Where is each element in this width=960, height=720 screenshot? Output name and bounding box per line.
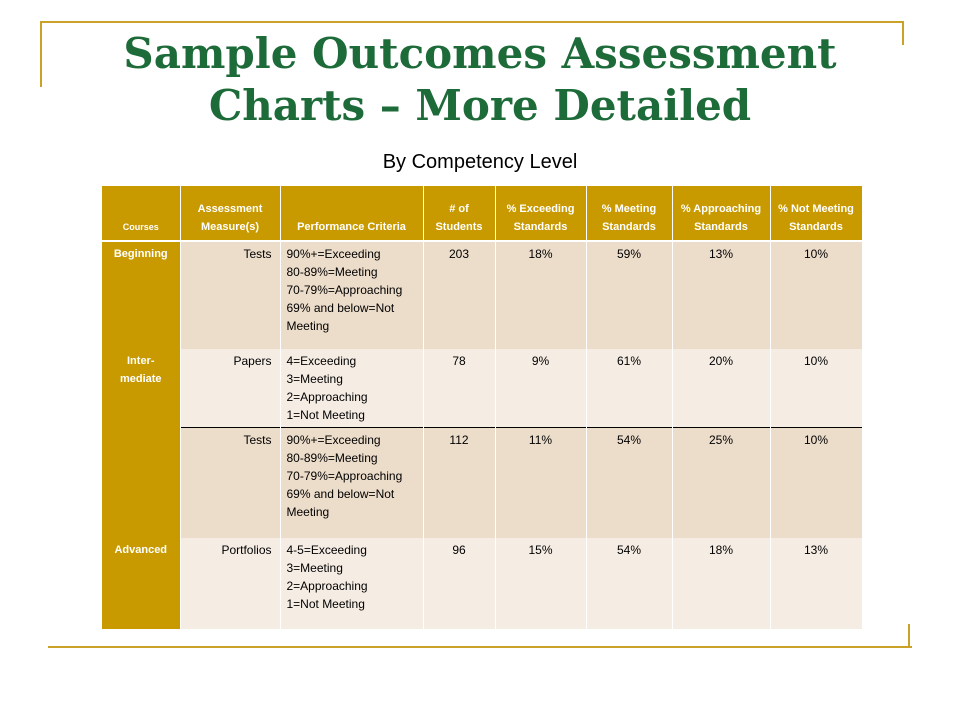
course-cell: Beginning bbox=[102, 241, 180, 349]
criteria-line: 69% and below=Not Meeting bbox=[286, 487, 395, 519]
students-cell: 96 bbox=[423, 538, 495, 629]
criteria-line: 3=Meeting bbox=[286, 560, 343, 575]
outcomes-table bbox=[102, 186, 863, 629]
criteria-line: 2=Approaching bbox=[286, 390, 368, 404]
students-cell: 203 bbox=[423, 241, 495, 349]
measure-cell: Tests bbox=[180, 428, 280, 538]
slide-title-line-1: Sample Outcomes Assessment bbox=[123, 29, 837, 78]
criteria-cell bbox=[280, 349, 423, 428]
criteria-line: 80-89%=Meeting bbox=[286, 265, 378, 279]
criteria-line: 4-5=Exceeding bbox=[286, 542, 367, 557]
criteria-line: 90%+=Exceeding bbox=[286, 247, 381, 261]
criteria-line: 70-79%=Approaching bbox=[286, 469, 403, 483]
header-meeting: % Meeting Standards bbox=[586, 186, 672, 241]
header-students: # of Students bbox=[423, 186, 495, 241]
meeting-cell: 61% bbox=[586, 349, 672, 428]
frame-line-bottom bbox=[48, 646, 912, 648]
frame-line-bottom-right bbox=[908, 624, 910, 648]
table-row bbox=[102, 428, 862, 538]
meeting-cell: 59% bbox=[586, 241, 672, 349]
measure-cell: Papers bbox=[180, 349, 280, 428]
approaching-cell: 25% bbox=[672, 428, 770, 538]
not-meeting-cell: 13% bbox=[770, 538, 862, 629]
not-meeting-cell: 10% bbox=[770, 241, 862, 349]
frame-line-right bbox=[902, 21, 904, 45]
criteria-line: 3=Meeting bbox=[286, 372, 343, 386]
criteria-line: 69% and below=Not Meeting bbox=[286, 301, 395, 333]
exceeding-cell: 11% bbox=[495, 428, 586, 538]
criteria-line: 80-89%=Meeting bbox=[286, 451, 378, 465]
table-row bbox=[102, 349, 862, 428]
exceeding-cell: 18% bbox=[495, 241, 586, 349]
not-meeting-cell: 10% bbox=[770, 428, 862, 538]
header-criteria: Performance Criteria bbox=[280, 186, 423, 241]
header-exceeding: % Exceeding Standards bbox=[495, 186, 586, 241]
course-label-line-1: Inter- bbox=[127, 355, 155, 367]
approaching-cell: 13% bbox=[672, 241, 770, 349]
course-label-line-2: mediate bbox=[119, 373, 162, 385]
measure-cell: Tests bbox=[180, 241, 280, 349]
table-row bbox=[102, 538, 862, 629]
exceeding-cell: 9% bbox=[495, 349, 586, 428]
table-row bbox=[102, 241, 862, 349]
criteria-line: 70-79%=Approaching bbox=[286, 283, 403, 297]
approaching-cell: 18% bbox=[672, 538, 770, 629]
criteria-line: 4=Exceeding bbox=[286, 354, 357, 368]
table-header-row bbox=[102, 186, 862, 241]
frame-line-top bbox=[40, 21, 904, 23]
frame-line-left bbox=[40, 21, 42, 87]
header-approaching: % Approaching Standards bbox=[672, 186, 770, 241]
criteria-cell bbox=[280, 538, 423, 629]
criteria-line: 1=Not Meeting bbox=[286, 596, 365, 611]
students-cell: 112 bbox=[423, 428, 495, 538]
slide-title bbox=[60, 28, 900, 132]
meeting-cell: 54% bbox=[586, 428, 672, 538]
meeting-cell: 54% bbox=[586, 538, 672, 629]
slide-subtitle: By Competency Level bbox=[382, 151, 578, 173]
measure-cell: Portfolios bbox=[180, 538, 280, 629]
students-cell: 78 bbox=[423, 349, 495, 428]
criteria-line: 2=Approaching bbox=[286, 578, 368, 593]
header-courses: Courses bbox=[102, 186, 180, 241]
criteria-cell bbox=[280, 241, 423, 349]
course-cell: Advanced bbox=[102, 538, 180, 629]
header-not-meeting: % Not Meeting Standards bbox=[770, 186, 862, 241]
not-meeting-cell: 10% bbox=[770, 349, 862, 428]
header-measure: Assessment Measure(s) bbox=[180, 186, 280, 241]
course-cell bbox=[102, 349, 180, 538]
slide-title-line-2: Charts – More Detailed bbox=[208, 81, 752, 130]
exceeding-cell: 15% bbox=[495, 538, 586, 629]
criteria-line: 1=Not Meeting bbox=[286, 408, 365, 422]
approaching-cell: 20% bbox=[672, 349, 770, 428]
criteria-line: 90%+=Exceeding bbox=[286, 433, 381, 447]
criteria-cell bbox=[280, 428, 423, 538]
